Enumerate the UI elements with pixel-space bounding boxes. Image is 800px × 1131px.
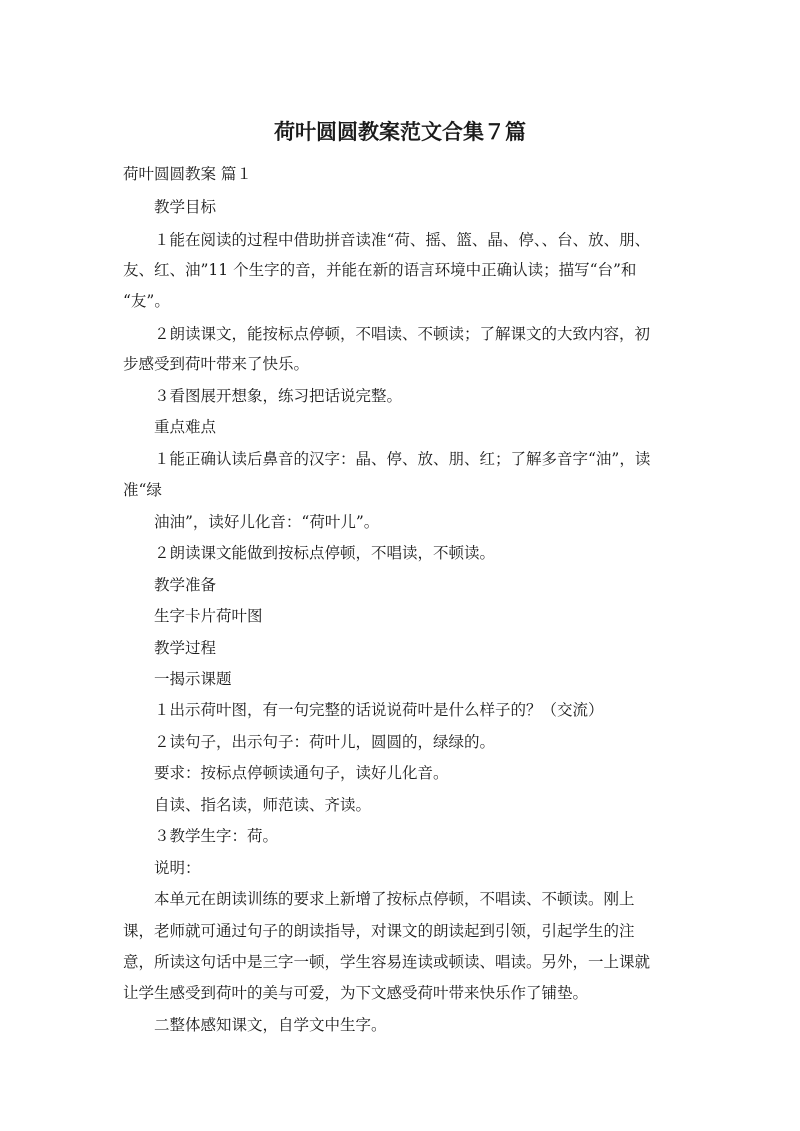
paragraph-line: ２读句子，出示句子：荷叶儿，圆圆的，绿绿的。 — [154, 733, 496, 751]
paragraph-line: 说明： — [154, 859, 201, 877]
paragraph-line: 步感受到荷叶带来了快乐。 — [123, 355, 310, 373]
subheading-key-points: 重点难点 — [154, 418, 217, 436]
subheading-preparation: 教学准备 — [154, 576, 217, 594]
subheading-process: 教学过程 — [154, 639, 217, 657]
paragraph-line: 自读、指名读，师范读、齐读。 — [154, 796, 372, 814]
page-title: 荷叶圆圆教案范文合集７篇 — [274, 120, 526, 144]
section-heading: 荷叶圆圆教案 篇１ — [123, 165, 252, 183]
paragraph-line: ３教学生字：荷。 — [154, 827, 279, 845]
paragraph-line: 准“绿 — [123, 481, 162, 499]
paragraph-line: ２朗读课文能做到按标点停顿，不唱读，不顿读。 — [154, 544, 496, 562]
paragraph-line: １能在阅读的过程中借助拼音读准“荷、摇、篮、晶、停、、台、放、朋、 — [154, 231, 651, 249]
paragraph-line: 油油”，读好儿化音：“荷叶儿”。 — [154, 513, 380, 531]
paragraph-line: １能正确认读后鼻音的汉字：晶、停、放、朋、红；了解多音字“油”，读 — [154, 450, 651, 468]
paragraph-line: 一揭示课题 — [154, 670, 232, 688]
paragraph-line: 生字卡片荷叶图 — [154, 607, 263, 625]
paragraph-line: 让学生感受到荷叶的美与可爱，为下文感受荷叶带来快乐作了铺垫。 — [123, 984, 589, 1002]
paragraph-line: ３看图展开想象，练习把话说完整。 — [154, 387, 403, 405]
paragraph-line: １出示荷叶图，有一句完整的话说说荷叶是什么样子的？（交流） — [154, 701, 604, 719]
paragraph-line: ２朗读课文，能按标点停顿，不唱读、不顿读；了解课文的大致内容，初 — [154, 325, 651, 343]
paragraph-line: 意，所读这句话中是三字一顿，学生容易连读或顿读、唱读。另外，一上课就 — [123, 953, 651, 971]
paragraph-line: 本单元在朗读训练的要求上新增了按标点停顿，不唱读、不顿读。刚上 — [154, 890, 635, 908]
subheading-teaching-goals: 教学目标 — [154, 198, 217, 216]
paragraph-line: 课，老师就可通过句子的朗读指导，对课文的朗读起到引领，引起学生的注 — [123, 922, 635, 940]
paragraph-line: 友、红、油”11 个生字的音，并能在新的语言环境中正确认读；描写“台”和 — [123, 261, 637, 279]
paragraph-line: 要求：按标点停顿读通句子，读好儿化音。 — [154, 764, 449, 782]
paragraph-line: “友”。 — [123, 292, 170, 310]
paragraph-line: 二整体感知课文，自学文中生字。 — [154, 1016, 387, 1034]
